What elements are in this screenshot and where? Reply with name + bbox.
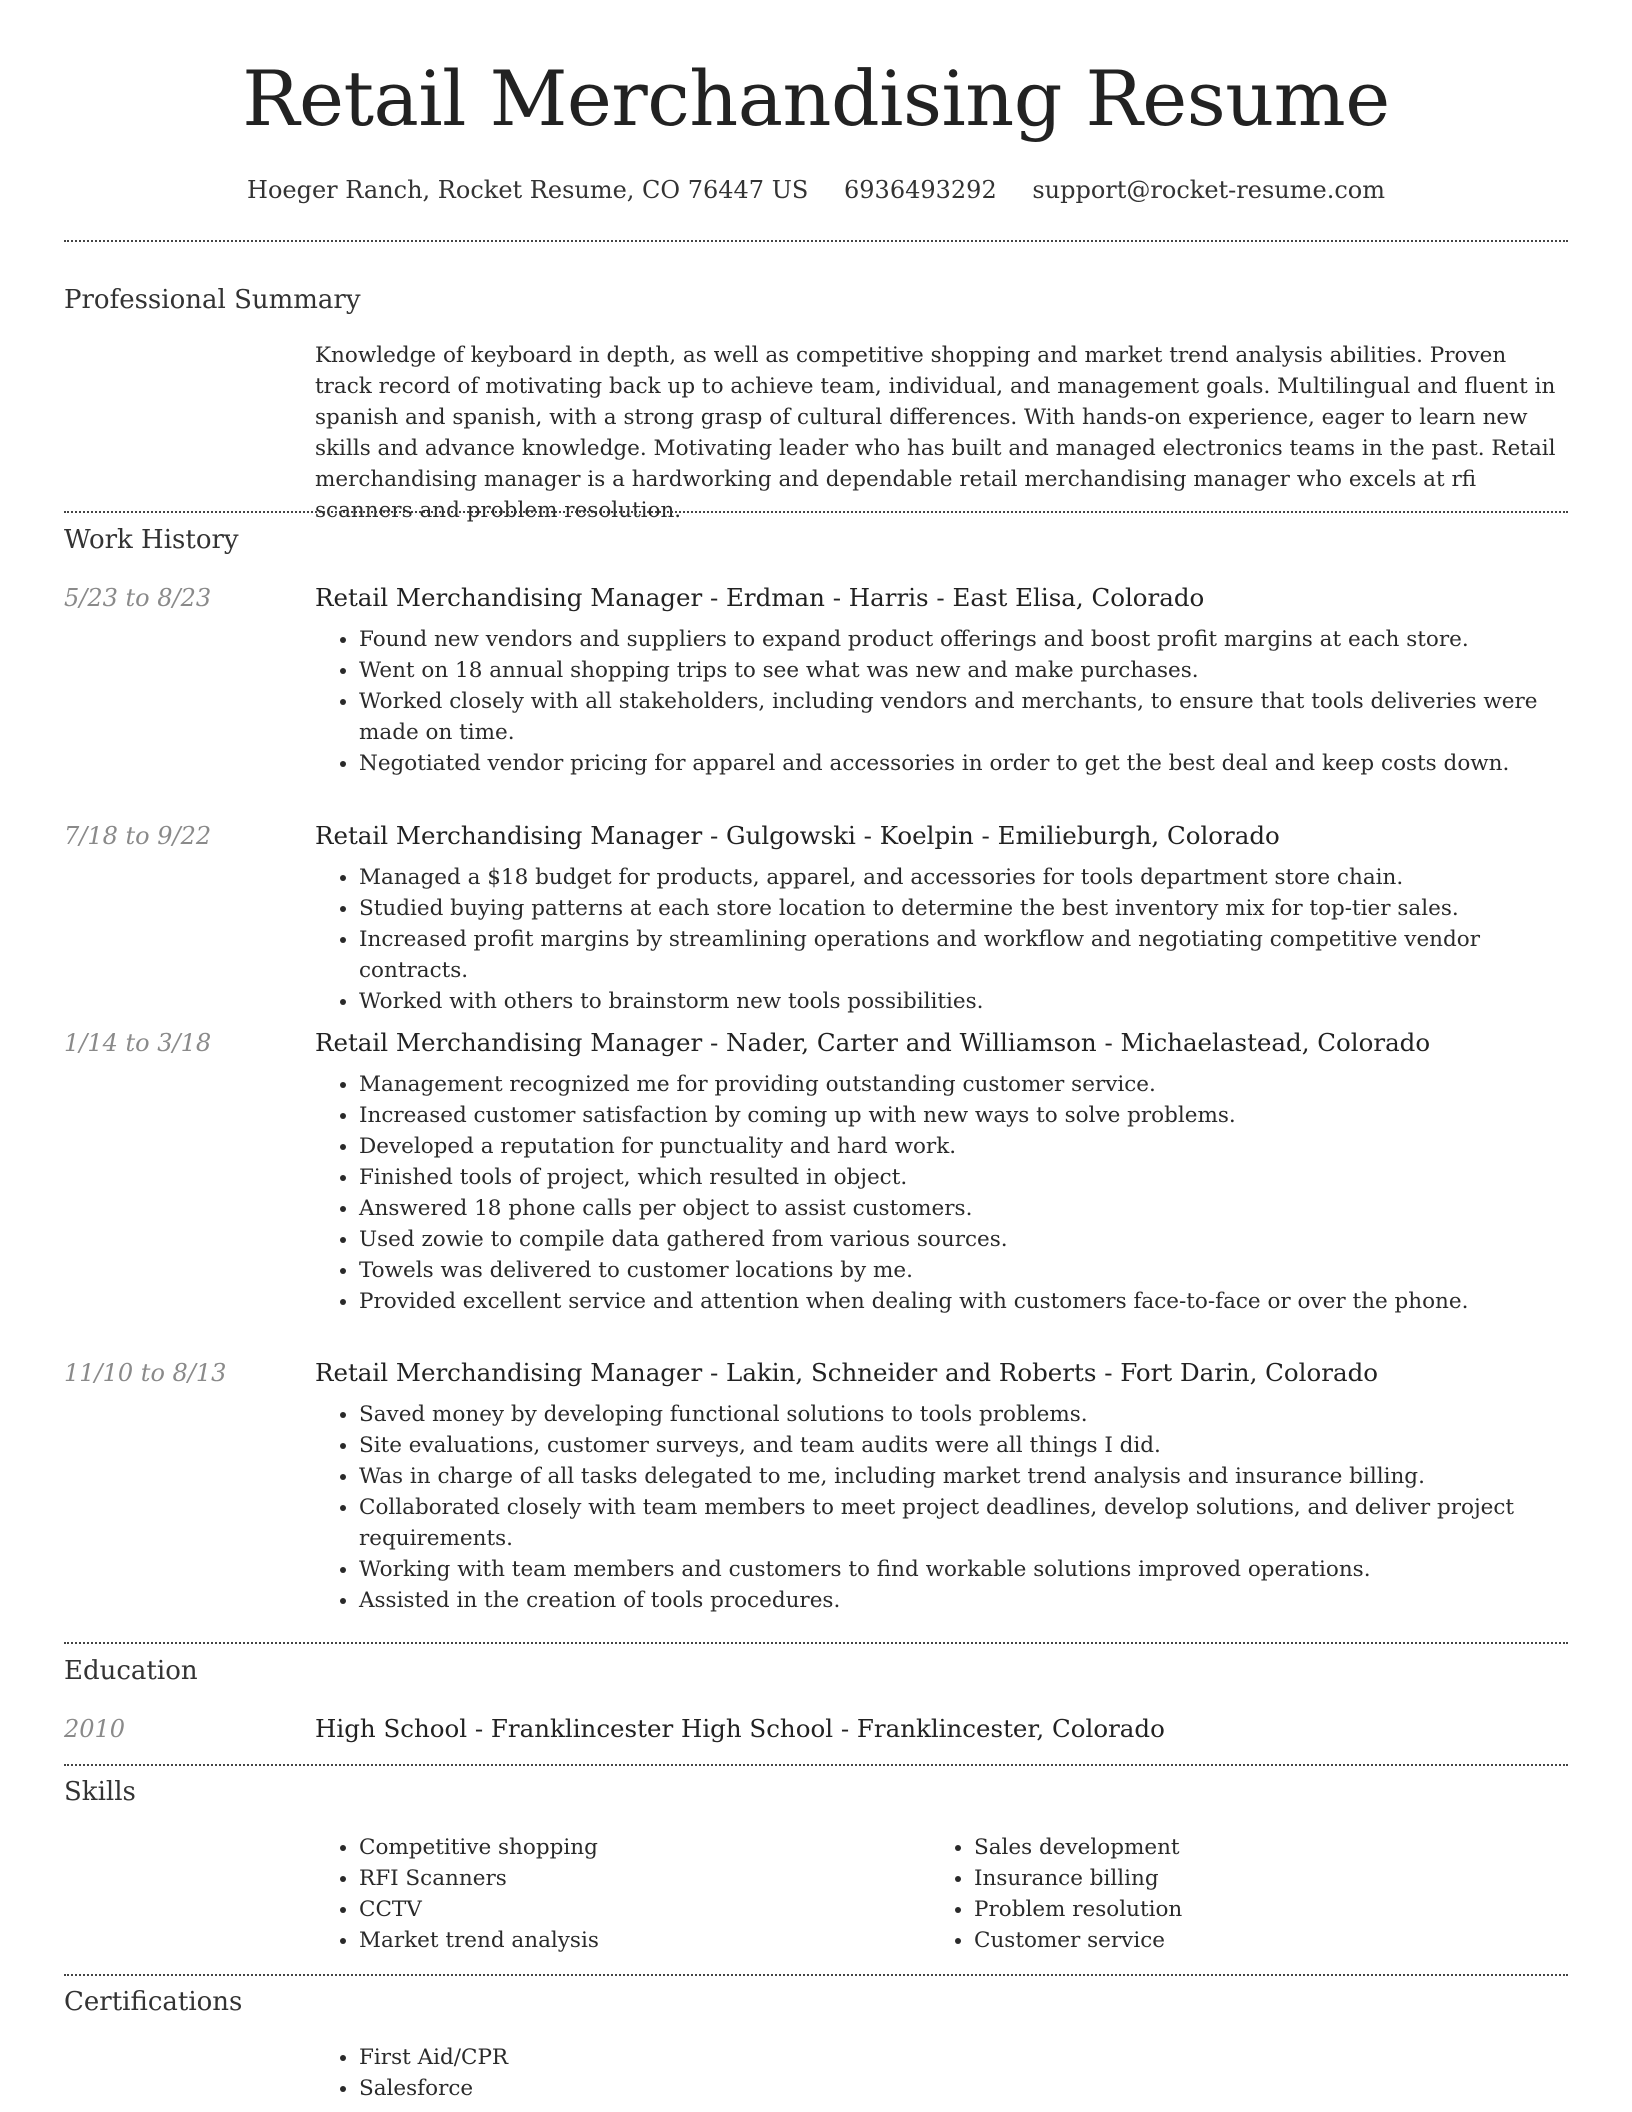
- list-item: • Market trend analysis: [359, 1925, 919, 1956]
- resume-title: Retail Merchandising Resume: [242, 54, 1390, 143]
- divider: [64, 1764, 1568, 1766]
- job-date: 1/14 to 3/18: [64, 1029, 212, 1057]
- list-item: • Site evaluations, customer surveys, and team audits were all things I did.: [359, 1430, 1567, 1461]
- list-item: • Answered 18 phone calls per object to assist customers.: [359, 1193, 1567, 1224]
- list-item: • Working with team members and customers to find workable solutions improved operations.: [359, 1554, 1567, 1585]
- list-item: • Used zowie to compile data gathered from various sources.: [359, 1224, 1567, 1255]
- list-item: • Found new vendors and suppliers to expand product offerings and boost profit margins at each store.: [359, 624, 1567, 655]
- list-item: • Customer service: [974, 1925, 1534, 1956]
- list-item: • Increased profit margins by streamlining operations and workflow and negotiating competitive vendor contracts.: [359, 924, 1567, 986]
- contact-address: Hoeger Ranch, Rocket Resume, CO 76447 US: [247, 176, 809, 204]
- list-item: • Worked closely with all stakeholders, including vendors and merchants, to ensure that tools deliveries were made on time.: [359, 686, 1567, 748]
- contact-phone: 6936493292: [844, 176, 997, 204]
- list-item: • Salesforce: [359, 2073, 1559, 2104]
- list-item: • Went on 18 annual shopping trips to see what was new and make purchases.: [359, 655, 1567, 686]
- list-item: • Developed a reputation for punctuality and hard work.: [359, 1131, 1567, 1162]
- list-item: • Studied buying patterns at each store location to determine the best inventory mix for top-tier sales.: [359, 893, 1567, 924]
- list-item: • Increased customer satisfaction by coming up with new ways to solve problems.: [359, 1100, 1567, 1131]
- divider: [64, 240, 1568, 242]
- education-date: 2010: [64, 1715, 126, 1743]
- list-item: • Negotiated vendor pricing for apparel and accessories in order to get the best deal and keep costs down.: [359, 748, 1567, 779]
- list-item: • Collaborated closely with team members to meet project deadlines, develop solutions, and deliver project requirements.: [359, 1492, 1567, 1554]
- certifications-items: [315, 2042, 1559, 2104]
- education-degree: High School - Franklincester High School - Franklincester, Colorado: [315, 1714, 1165, 1743]
- list-item: • Saved money by developing functional solutions to tools problems.: [359, 1399, 1567, 1430]
- job-title: Retail Merchandising Manager - Lakin, Schneider and Roberts - Fort Darin, Colorado: [315, 1358, 1378, 1387]
- job-title: Retail Merchandising Manager - Gulgowski - Koelpin - Emilieburgh, Colorado: [315, 821, 1280, 850]
- job-bullets: [315, 862, 1567, 1017]
- work-heading: Work History: [64, 525, 239, 555]
- job-title: Retail Merchandising Manager - Nader, Carter and Williamson - Michaelastead, Colorado: [315, 1028, 1431, 1057]
- summary-text: Knowledge of keyboard in depth, as well as competitive shopping and market trend analysis abilities. Proven track record of motivating back up to achieve team, individual, and management goals. Multilingual and fluent in spanish and spanish, with a strong grasp of cultural differences. With hands-on experience, eager to learn new skills and advance knowledge. Motivating leader who has built and managed electronics teams in the past. Retail merchandising manager is a hardworking and dependable retail merchandising manager who excels at rfi scanners and problem resolution.: [315, 343, 1556, 523]
- divider: [64, 511, 1568, 513]
- list-item: • Problem resolution: [974, 1894, 1534, 1925]
- list-item: • Insurance billing: [974, 1863, 1534, 1894]
- list-item: • Sales development: [974, 1832, 1534, 1863]
- list-item: • Finished tools of project, which resulted in object.: [359, 1162, 1567, 1193]
- skills-column-right: [930, 1832, 1534, 1956]
- list-item: • Towels was delivered to customer locations by me.: [359, 1255, 1567, 1286]
- list-item: • Managed a $18 budget for products, apparel, and accessories for tools department store chain.: [359, 862, 1567, 893]
- job-bullets: [315, 624, 1567, 779]
- skills-column-left: [315, 1832, 919, 1956]
- skills-heading: Skills: [64, 1777, 136, 1807]
- list-item: • First Aid/CPR: [359, 2042, 1559, 2073]
- list-item: • Worked with others to brainstorm new tools possibilities.: [359, 986, 1567, 1017]
- contact-email: support@rocket-resume.com: [1032, 176, 1385, 204]
- list-item: • Assisted in the creation of tools procedures.: [359, 1585, 1567, 1616]
- list-item: • Provided excellent service and attention when dealing with customers face-to-face or over the phone.: [359, 1286, 1567, 1317]
- contact-line: [0, 170, 1632, 210]
- certifications-heading: Certifications: [64, 1987, 243, 2017]
- list-item: • RFI Scanners: [359, 1863, 919, 1894]
- job-bullets: [315, 1399, 1567, 1616]
- list-item: • Was in charge of all tasks delegated to me, including market trend analysis and insurance billing.: [359, 1461, 1567, 1492]
- summary-heading: Professional Summary: [64, 285, 361, 315]
- job-title: Retail Merchandising Manager - Erdman - Harris - East Elisa, Colorado: [315, 583, 1205, 612]
- list-item: • Management recognized me for providing outstanding customer service.: [359, 1069, 1567, 1100]
- job-date: 11/10 to 8/13: [64, 1359, 227, 1387]
- list-item: • Competitive shopping: [359, 1832, 919, 1863]
- job-date: 5/23 to 8/23: [64, 584, 212, 612]
- job-bullets: [315, 1069, 1567, 1317]
- job-date: 7/18 to 9/22: [64, 822, 212, 850]
- divider: [64, 1642, 1568, 1644]
- divider: [64, 1974, 1568, 1976]
- education-heading: Education: [64, 1656, 198, 1686]
- list-item: • CCTV: [359, 1894, 919, 1925]
